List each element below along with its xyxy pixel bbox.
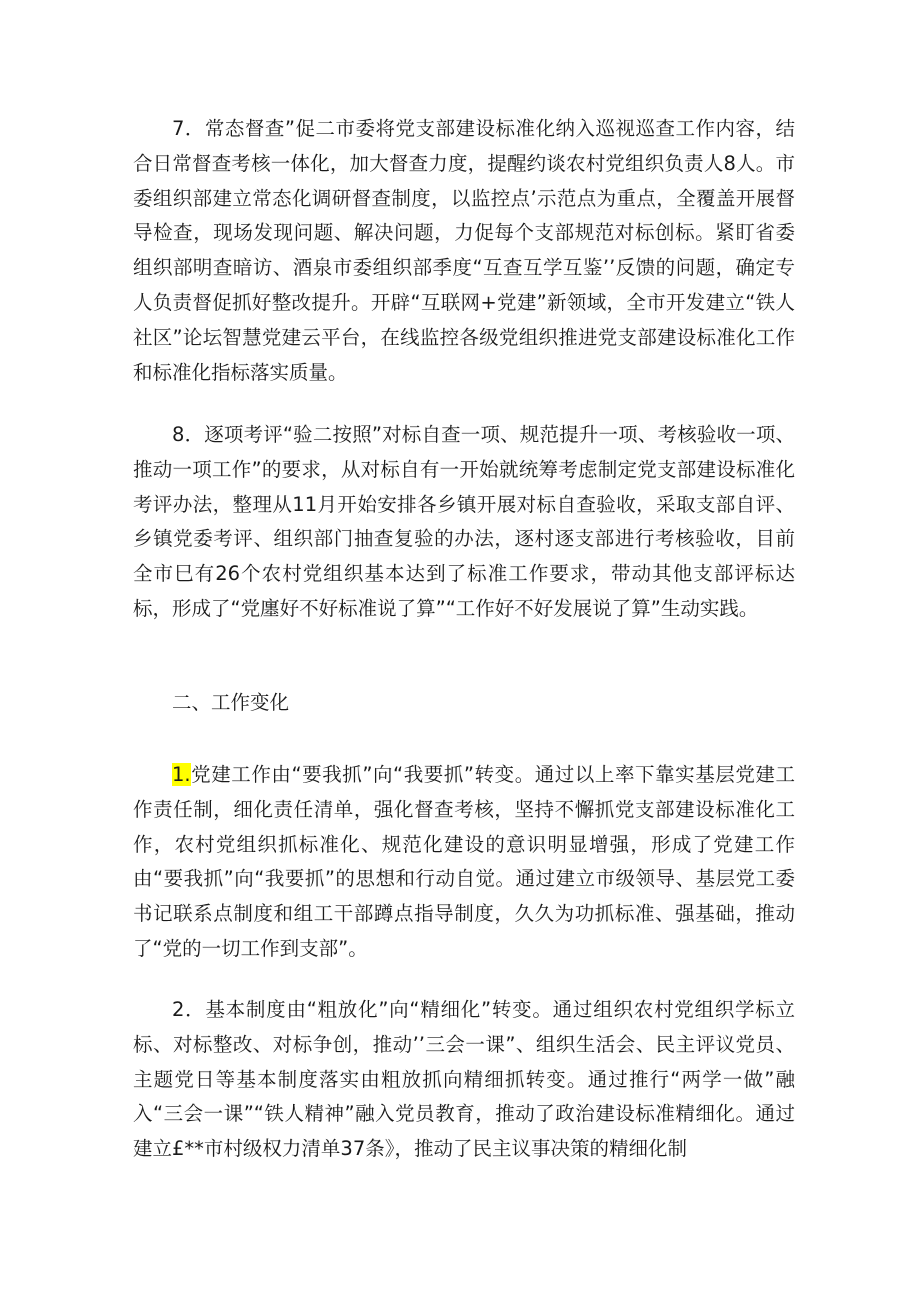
paragraph-change-1: [133, 758, 795, 967]
paragraph-7: 7．常态督查”促二市委将党支部建设标准化纳入巡视巡查工作内容，结合日常督查考核一体化，加大督查力度，提醒约谈农村党组织负责人8人。市委组织部建立常态化调研督查制度，以监控点’示范点为重点，全覆盖开展督导检查，现场发现问题、解决问题，力促每个支部规范对标创标。紧盯省委组织部明查暗访、酒泉市委组织部季度“互查互学互鉴’’反馈的问题，确定专人负责督促抓好整改提升。开辟“互联网+党建”新领域，全市开发建立“铁人社区”论坛智慧党建云平台，在线监控各级党组织推进党支部建设标准化工作和标准化指标落实质量。: [133, 117, 795, 384]
paragraph-change-1-text: 党建工作由“要我抓”向“我要抓”转变。通过以上率下靠实基层党建工作责任制，细化责任清单，强化督查考核，坚持不懈抓党支部建设标准化工作，农村党组织抓标准化、规范化建设的意识明显增强，形成了党建工作由“要我抓”向“我要抓”的思想和行动自觉。通过建立市级领导、基层党工委书记联系点制度和组工干部蹲点指导制度，久久为功抓标准、强基础，推动了“党的一切工作到支部”。: [133, 763, 795, 960]
paragraph-change-2: 2．基本制度由“粗放化”向“精细化”转变。通过组织农村党组织学标立标、对标整改、对标争创，推动’’三会一课”、组织生活会、民主评议党员、主题党日等基本制度落实由粗放抓向精细抓转变。通过推行“两学一做”融入“三会一课”“铁人精神”融入党员教育，推动了政治建设标准精细化。通过建立£**市村级权力清单37条》，推动了民主议事决策的精细化制: [133, 998, 795, 1161]
paragraph-8: 8．逐项考评“验二按照”对标自查一项、规范提升一项、考核验收一项、推动一项工作”的要求，从对标自有一开始就统筹考虑制定党支部建设标准化考评办法，整理从11月开始安排各乡镇开展对标自查验收，采取支部自评、乡镇党委考评、组织部门抽查复验的办法，逐村逐支部进行考核验收，目前全市巳有26个农村党组织基本达到了标准工作要求，带动其他支部评标达标，形成了“党廛好不好标准说了算”“工作好不好发展说了算”生动实践。: [133, 423, 795, 620]
highlight-marker: 1.: [172, 763, 191, 786]
section-heading: 二、工作变化: [172, 691, 290, 714]
